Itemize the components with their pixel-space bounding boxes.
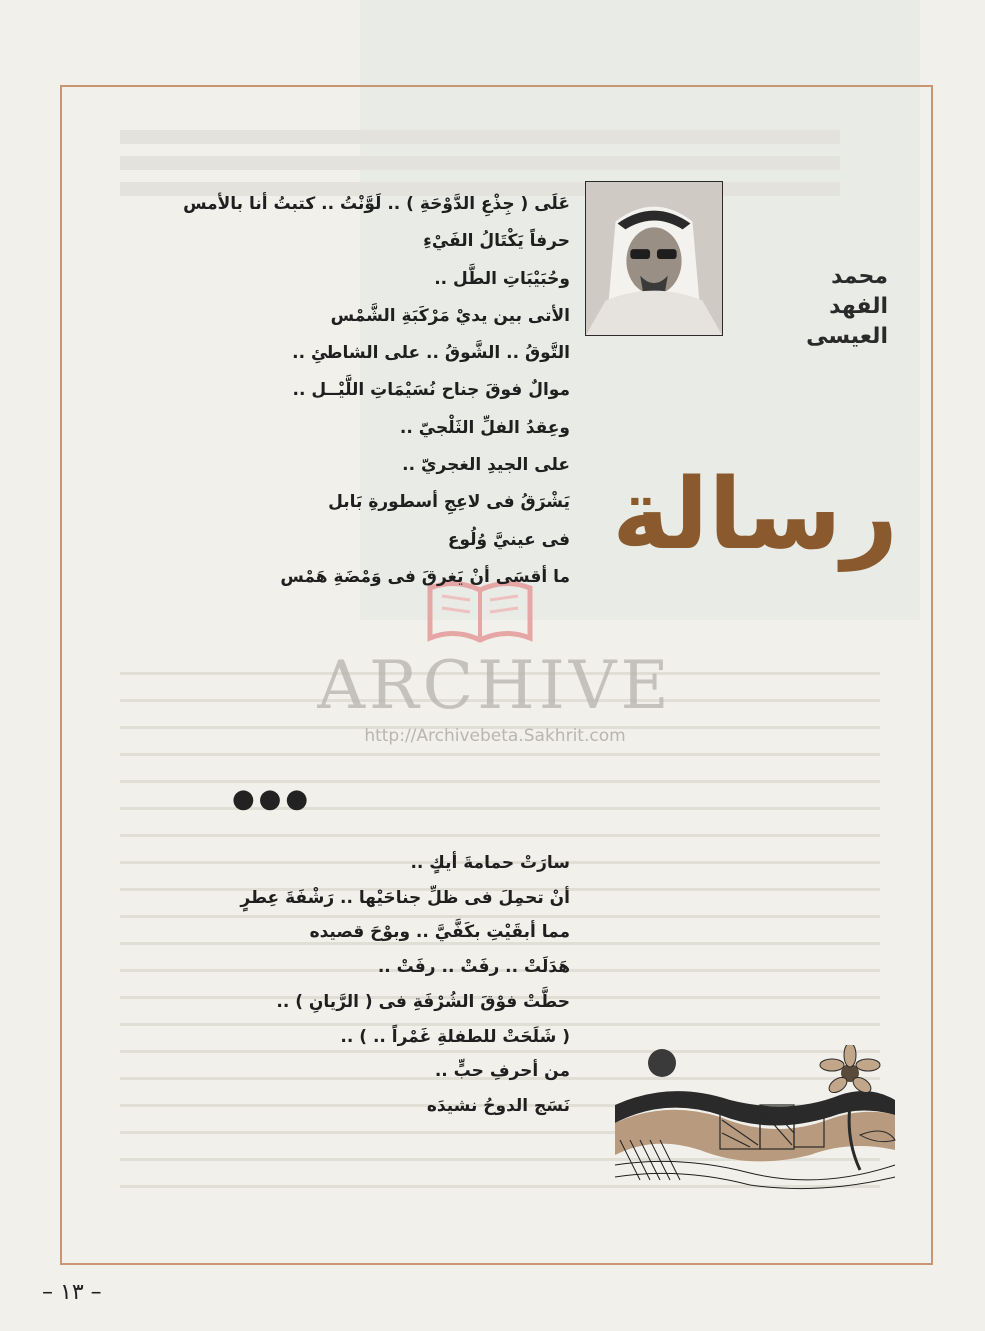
poem-line: يَشْرَقُ فى لاعِجِ أسطورةِ بَابل xyxy=(328,492,570,513)
author-name-line: العيسى xyxy=(806,324,888,349)
poem-line: على الجيدِ الغجريّ .. xyxy=(402,455,570,476)
watermark-url: http://Archivebeta.Sakhrit.com xyxy=(364,726,626,746)
poem-line: سارَتْ حمامةَ أيكٍ .. xyxy=(410,853,570,873)
poem-line: حطَّتْ فوْقَ الشُرْفَةِ فى ( الرَّيانِ ) .. xyxy=(276,991,570,1012)
watermark-text: ARCHIVE xyxy=(317,647,673,724)
poem-line: مما أبقَيْتِ بكَفَّيَّ .. وبوْحَ قصيده xyxy=(309,922,570,943)
poem-line: من أحرفِ حبٍّ .. xyxy=(434,1061,570,1082)
author-name-line: الفهد xyxy=(829,294,888,319)
poem-line: أنْ تحمِلَ فى ظلِّ جناحَيْها .. رَشْفَةَ عِطرٍ xyxy=(240,887,570,908)
poem-line: ( شَلَحَتْ للطفلةِ غَمْراً .. ) .. xyxy=(340,1026,570,1047)
poem-line: التَّوقُ .. الشَّوقُ .. على الشاطئِ .. xyxy=(292,343,570,364)
decorative-illustration xyxy=(610,1045,900,1195)
poem-stanza-1 xyxy=(90,186,570,596)
article-title: رسالة xyxy=(612,458,898,572)
poem-line: الأتى بين يديْ مَرْكَبَةِ الشَّمْس xyxy=(330,305,570,326)
poem-line: هَدَلَتْ .. رفَتْ .. رفَتْ .. xyxy=(377,957,570,978)
author-name xyxy=(728,262,888,352)
poem-line: وحُبَيْبَاتِ الطَّل .. xyxy=(434,268,570,289)
poem-line: حرفاً يَكْتَالُ الفَيْءِ xyxy=(423,231,570,252)
section-separator: ●●● xyxy=(232,784,313,814)
page-number: – ١٣ – xyxy=(42,1280,102,1305)
poem-stanza-2 xyxy=(240,846,570,1124)
poem-line: عَلَى ( جِذْعِ الدَّوْحَةِ ) .. لَوَّنْتُ .. كتبتُ أنا بالأمس xyxy=(183,194,570,214)
poem-line: وعِقدُ الفلِّ الثَلْجيّ .. xyxy=(399,417,570,438)
poem-line: موالٌ فوقَ جناح نُسَيْمَاتِ اللَّيْــل .. xyxy=(292,380,570,401)
poem-line: فى عينيَّ وُلُوع xyxy=(447,529,570,550)
poem-line: نَسَج الدوحُ نشيدَه xyxy=(426,1095,570,1116)
poem-line: ما أقسَى أنْ يَغرقَ فى وَمْضَةِ هَمْس xyxy=(280,566,570,587)
author-name-line: محمد xyxy=(831,264,888,289)
author-photo xyxy=(585,181,723,336)
